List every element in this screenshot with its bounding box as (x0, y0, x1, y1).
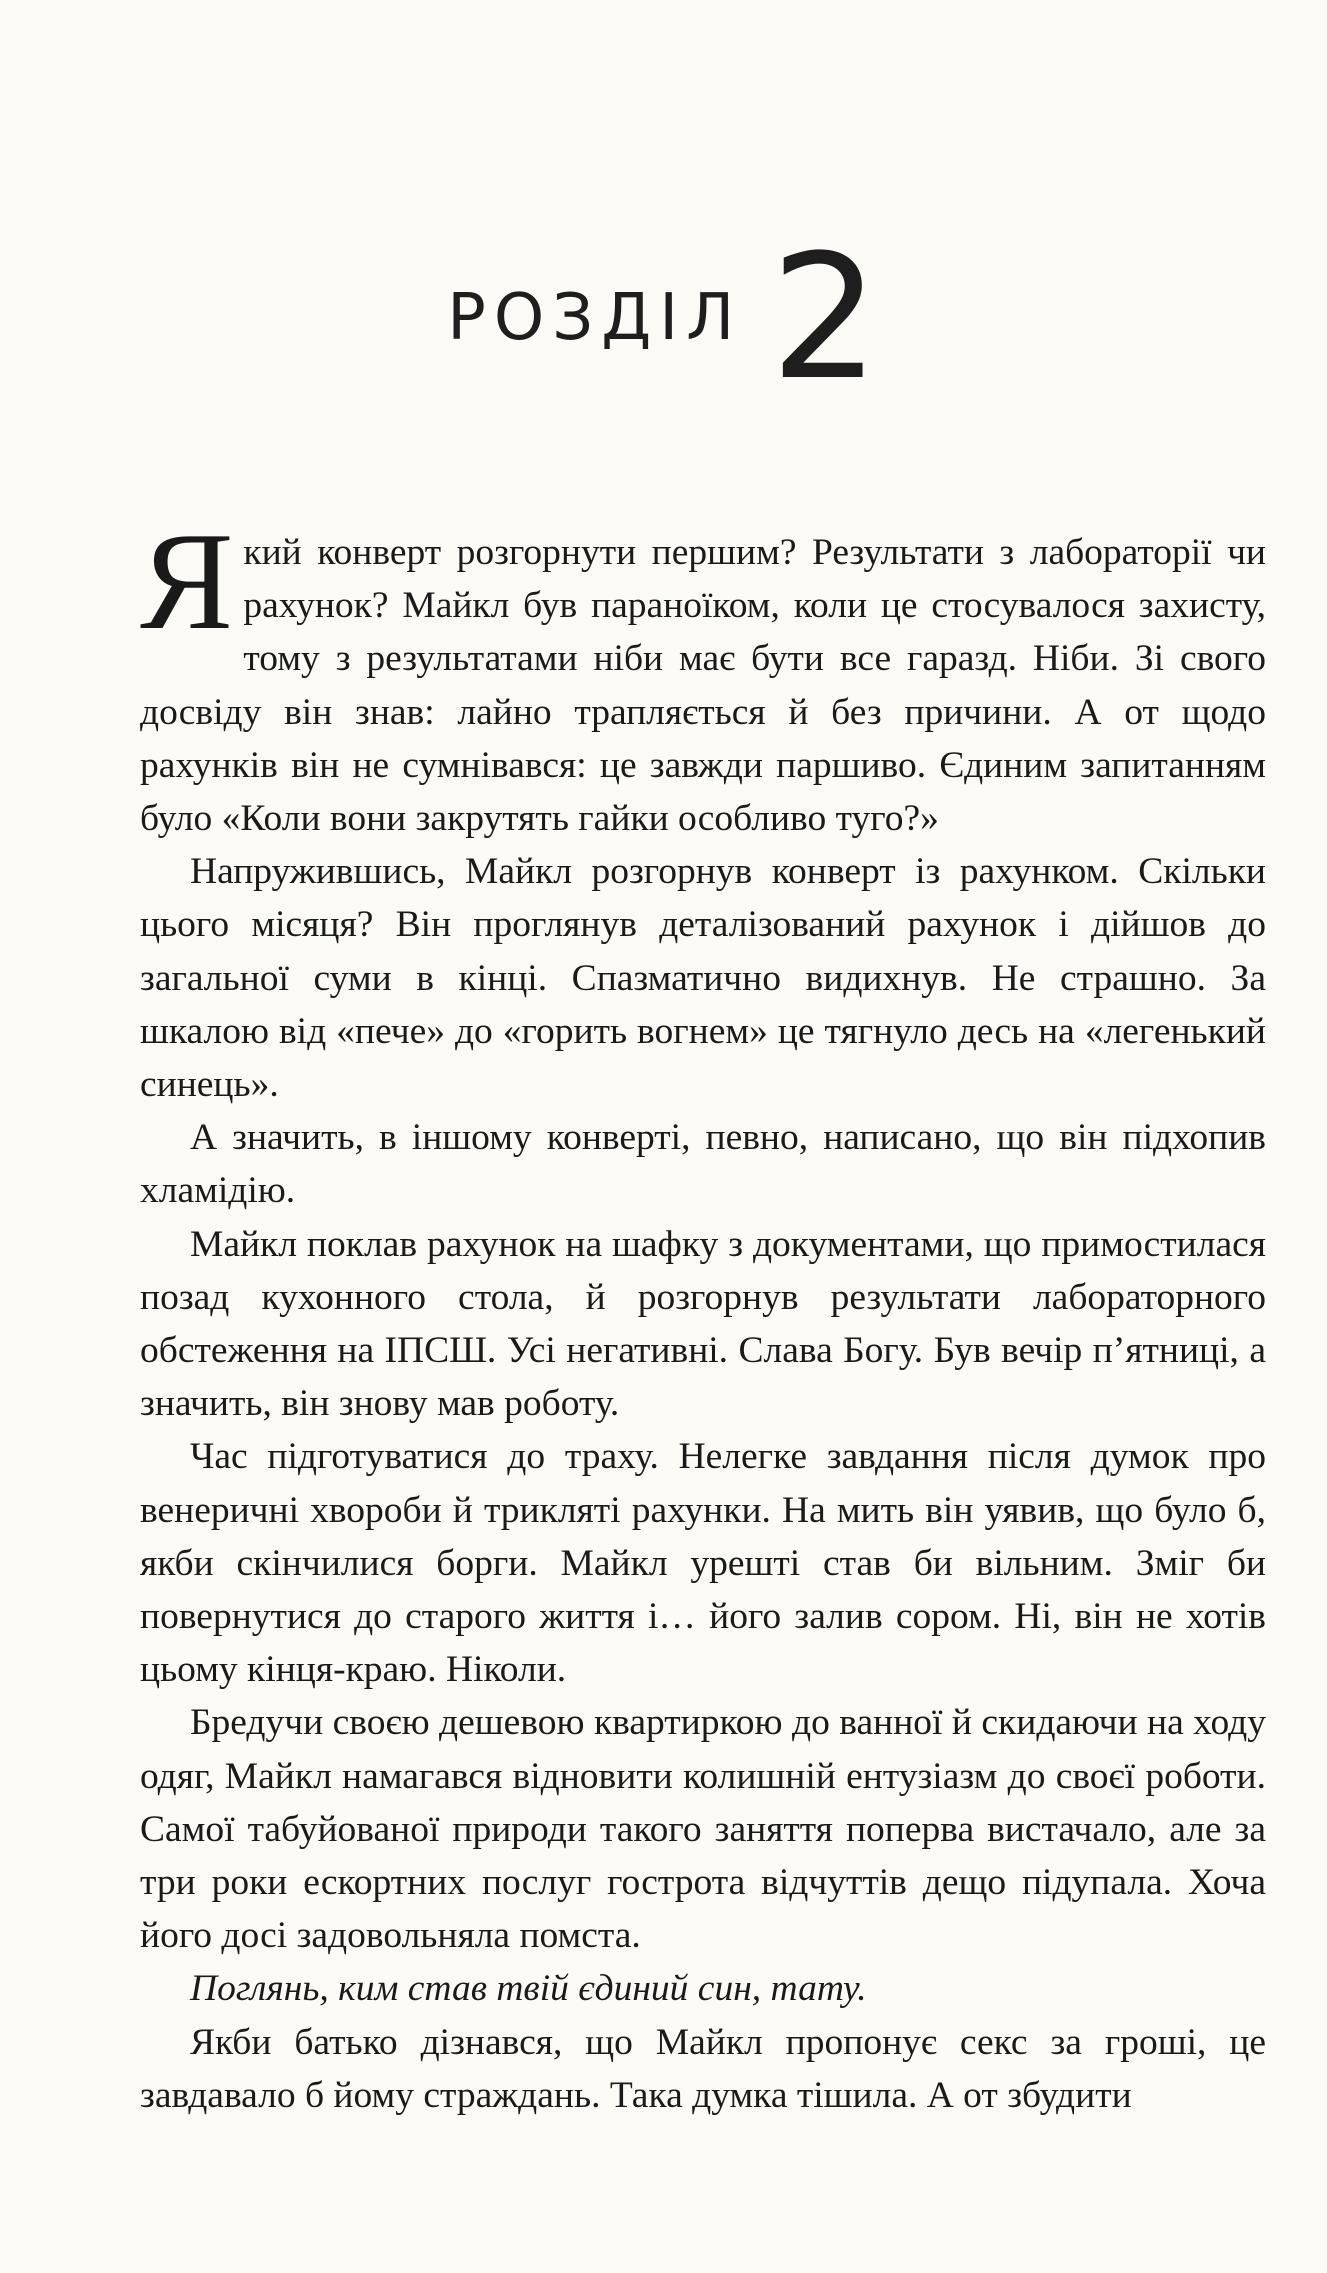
paragraph-3: А значить, в іншому конверті, певно, написано, що він підхопив хламідію. (140, 1117, 1266, 1212)
paragraph-6: Бредучи своєю дешевою квартиркою до ванної й скидаючи на ходу одяг, Майкл намагався відновити колишній ентузіазм до своєї роботи. Самої табуйованої природи такого заняття поперва вистачало, але за три роки ескортних послуг гострота відчуттів дещо підупала. Хоча його досі задовольняла помста. (140, 1702, 1266, 1957)
paragraph-1 (140, 504, 1266, 845)
paragraph-5: Час підготуватися до траху. Нелегке завдання після думок про венеричні хвороби й трикляті рахунки. На мить він уявив, що було б, якби скінчилися борги. Майкл урешті став би вільним. Зміг би повернутися до старого життя і… його залив сором. Ні, він не хотів цьому кінця-краю. Ніколи. (140, 1436, 1266, 1691)
chapter-body (140, 504, 1266, 2122)
paragraph-8: Якби батько дізнався, що Майкл пропонує секс за гроші, це завдавало б йому страждань. Така думка тішила. А от збудити (140, 2021, 1266, 2116)
paragraph-1-text: кий конверт розгорнути першим? Результати з лабораторії чи рахунок? Майкл був параноїком, коли це стосувалося захисту, тому з результатами ніби має бути все гаразд. Ніби. Зі свого досвіду він знав: лайно трапляється й без причини. А от щодо рахунків він не сумнівався: це завжди паршиво. Єдиним запитанням було «Коли вони закрутять гайки особливо туго?» (140, 532, 1266, 840)
chapter-heading (0, 217, 1327, 418)
paragraph-4: Майкл поклав рахунок на шафку з документами, що примостилася позад кухонного стола, й розгорнув результати лабораторного обстеження на ІПСШ. Усі негативні. Слава Богу. Був вечір п’ятниці, а значить, він знову мав роботу. (140, 1223, 1266, 1425)
paragraph-2: Напружившись, Майкл розгорнув конверт із рахунком. Скільки цього місяця? Він проглянув деталізований рахунок і дійшов до загальної суми в кінці. Спазматично видихнув. Не страшно. За шкалою від «пече» до «горить вогнем» це тягнуло десь на «легенький синець». (140, 851, 1266, 1106)
drop-cap: Я (140, 504, 234, 659)
chapter-number: 2 (770, 217, 880, 418)
chapter-word: РОЗДІЛ (447, 281, 743, 355)
paragraph-7-italic: Поглянь, ким став твій єдиний син, тату. (190, 1968, 867, 2010)
